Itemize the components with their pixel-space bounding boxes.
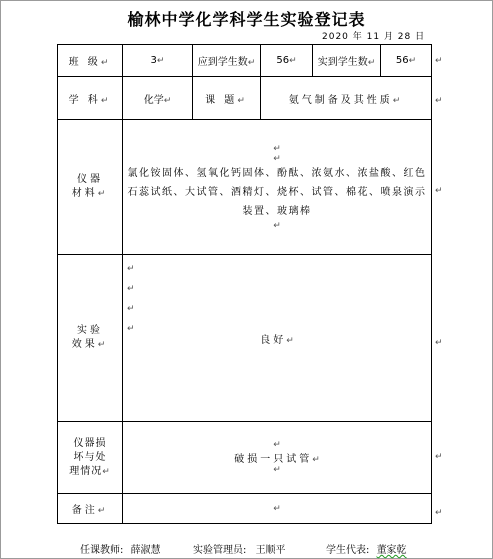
row-end-mark: ↵ xyxy=(435,338,443,348)
empty-paragraph-marks: ↵ ↵ ↵ ↵ xyxy=(127,264,135,334)
effect-value[interactable]: ↵ ↵ ↵ ↵ 良好↵ xyxy=(123,255,432,422)
subject-value[interactable]: 化学↵ xyxy=(123,77,193,120)
teacher-signature: 任课教师: 薛淑慧 xyxy=(80,545,161,556)
row-end-mark: ↵ xyxy=(435,186,443,196)
actual-students-value[interactable]: 56↵ xyxy=(381,45,432,77)
subject-label: 学 科↵ xyxy=(58,77,123,120)
damage-value[interactable]: ↵ 破损一只试管↵ ↵ xyxy=(123,422,432,494)
document-date: 2020 年 11 月 28 日 xyxy=(322,32,426,42)
remarks-label: 备注↵ xyxy=(58,494,123,524)
remarks-value[interactable]: ↵ xyxy=(123,494,432,524)
materials-label: 仪器 材料↵ xyxy=(58,120,123,255)
topic-value[interactable]: 氨气制备及其性质↵ xyxy=(261,77,432,120)
document-title: 榆林中学化学科学生实验登记表 xyxy=(127,10,366,29)
row-end-mark: ↵ xyxy=(435,452,443,462)
materials-value[interactable]: ↵ ↵ 氯化铵固体、氢氧化钙固体、酚酞、浓氨水、浓盐酸、红色石蕊试纸、大试管、酒精灯、烧杯、试管、棉花、喷泉演示装置、玻璃棒 ↵ xyxy=(123,120,432,255)
row-end-mark: ↵ xyxy=(435,96,443,106)
registration-table xyxy=(57,44,432,524)
damage-label: 仪器损 坏与处 理情况↵ xyxy=(58,422,123,494)
table-row xyxy=(58,45,432,77)
table-row xyxy=(58,77,432,120)
row-end-mark: ↵ xyxy=(435,56,443,66)
row-end-mark: ↵ xyxy=(435,508,443,518)
manager-signature: 实验管理员: 王顺平 xyxy=(193,545,286,556)
expected-students-value[interactable]: 56↵ xyxy=(261,45,313,77)
topic-label: 课 题↵ xyxy=(193,77,261,120)
table-row xyxy=(58,120,432,255)
effect-label: 实验 效果↵ xyxy=(58,255,123,422)
class-label: 班 级↵ xyxy=(58,45,123,77)
class-value[interactable]: 3↵ xyxy=(123,45,193,77)
student-signature: 学生代表: 董家乾 xyxy=(326,545,407,556)
actual-students-label: 实到学生数↵ xyxy=(313,45,381,77)
expected-students-label: 应到学生数↵ xyxy=(193,45,261,77)
table-row xyxy=(58,255,432,422)
table-row xyxy=(58,494,432,524)
table-row xyxy=(58,422,432,494)
